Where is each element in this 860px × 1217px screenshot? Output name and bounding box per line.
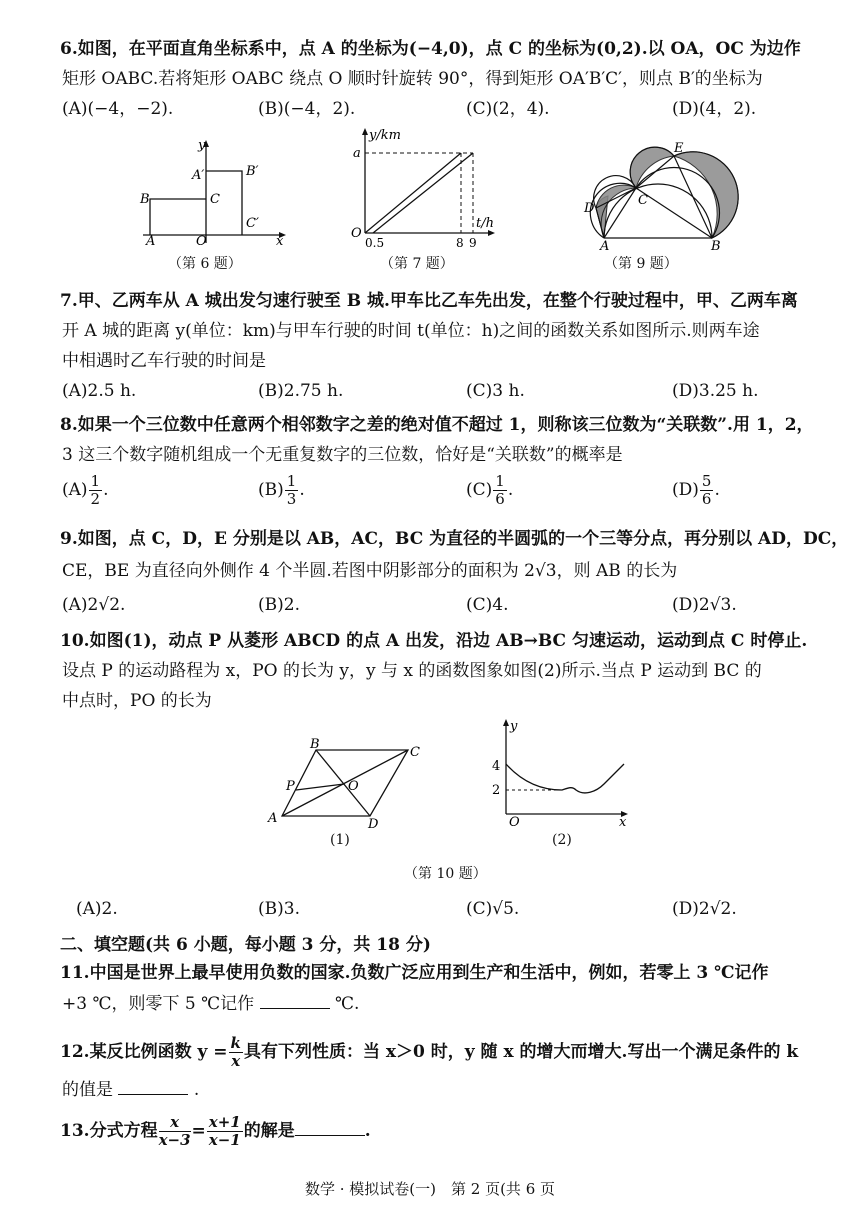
- q10-option-b: (B)3.: [258, 899, 300, 919]
- fig6-label-a: A: [146, 234, 156, 245]
- q10-option-c: (C)√5.: [466, 899, 520, 919]
- fig6-label-a1: A′: [192, 168, 205, 183]
- fig7-label-xaxis: t/h: [476, 216, 494, 231]
- fig10-diagonal-bd: [316, 750, 370, 816]
- q7-line3: 中相遇时乙车行驶的时间是: [62, 351, 266, 371]
- figure-6: [138, 135, 288, 245]
- q9-line1: 9.如图，点 C，D，E 分别是以 AB，AC，BC 为直径的半圆弧的一个三等分点，再分别以 AD，DC，: [60, 529, 849, 549]
- q9-line2: CE，BE 为直径向外侧作 4 个半圆.若图中阴影部分的面积为 2√3，则 AB 的长为: [62, 561, 678, 581]
- fig6-label-c1: C′: [246, 216, 259, 231]
- figure-7: [343, 125, 498, 250]
- q12-answer-blank[interactable]: [118, 1078, 188, 1095]
- fig10-tick-2: 2: [492, 783, 501, 798]
- figure-10-1: [258, 738, 430, 828]
- fig9-caption: （第 9 题）: [604, 256, 678, 272]
- fig10-tick-4: 4: [492, 759, 501, 774]
- fig10-label-c: C: [410, 745, 420, 760]
- q12-line1: 12.某反比例函数 y = $\frac{k}{x}$ 具有下列性质：当 x＞0 时，y 随 x 的增大而增大.写出一个满足条件的 k: [60, 1034, 799, 1070]
- fig10-caption: （第 10 题）: [404, 866, 487, 882]
- fig10-label-x: x: [619, 815, 627, 826]
- q6-option-d: (D)(4，2).: [672, 99, 757, 119]
- fig9-label-d: D: [584, 201, 595, 216]
- fig9-label-e: E: [674, 141, 684, 156]
- q7-line1: 7.甲、乙两车从 A 城出发匀速行驶至 B 城.甲车比乙车先出发，在整个行驶过程中，甲、乙两车离: [60, 291, 798, 311]
- fig10-curve: [506, 764, 624, 793]
- fig10-sub1: (1): [330, 832, 350, 848]
- q10-option-a: (A)2.: [76, 899, 118, 919]
- fig6-label-x: x: [276, 234, 284, 245]
- q8-option-a: (A) $\frac{1}{2}$ .: [62, 472, 109, 508]
- q8-option-c: (C) $\frac{1}{6}$ .: [466, 472, 514, 508]
- q9-option-a: (A)2√2.: [62, 595, 126, 615]
- fig7-caption: （第 7 题）: [380, 256, 454, 272]
- fig10-label-a: A: [268, 811, 278, 826]
- q6-option-c: (C)(2，4).: [466, 99, 550, 119]
- q10-line1: 10.如图(1)，动点 P 从菱形 ABCD 的点 A 出发，沿边 AB→BC 匀速运动，运动到点 C 时停止.: [60, 631, 808, 651]
- q6-option-a: (A)(−4，−2).: [62, 99, 174, 119]
- fig7-tick-8: 8: [456, 236, 464, 250]
- fig6-label-b1: B′: [246, 164, 259, 179]
- q12-line2: 的值是 .: [62, 1080, 200, 1100]
- fig10-label-p: P: [286, 779, 295, 794]
- q6-line2: 矩形 OABC.若将矩形 OABC 绕点 O 顺时针旋转 90°，得到矩形 OA′B′C′，则点 B′的坐标为: [62, 69, 763, 89]
- q7-option-a: (A)2.5 h.: [62, 381, 137, 401]
- q11-answer-blank[interactable]: [260, 992, 330, 1009]
- q13-line1: 13.分式方程 $\frac{x}{x-3}$ = $\frac{x+1}{x-1}$ 的解是 .: [60, 1113, 371, 1149]
- fig10-label-y: y: [510, 719, 518, 734]
- page-footer: 数学 · 模拟试卷(一) 第 2 页(共 6 页: [304, 1180, 556, 1198]
- q9-option-c: (C)4.: [466, 595, 509, 615]
- fig10-label-b: B: [310, 738, 320, 752]
- fig7-tick-05: 0.5: [365, 236, 385, 250]
- fig9-label-a: A: [600, 239, 610, 250]
- fig10-label-o: O: [348, 779, 359, 794]
- q10-line3: 中点时，PO 的长为: [62, 691, 212, 711]
- q7-option-d: (D)3.25 h.: [672, 381, 759, 401]
- q8-line1: 8.如果一个三位数中任意两个相邻数字之差的绝对值不超过 1，则称该三位数为“关联数”.用 1，2，: [60, 415, 814, 435]
- fig6-label-o: O: [196, 234, 207, 245]
- q13-answer-blank[interactable]: [295, 1119, 365, 1136]
- q7-option-b: (B)2.75 h.: [258, 381, 344, 401]
- q8-line2: 3 这三个数字随机组成一个无重复数字的三位数，恰好是“关联数”的概率是: [62, 445, 623, 465]
- fig7-label-yaxis: y/km: [369, 128, 401, 143]
- q11-line2: +3 ℃，则零下 5 ℃记作 ℃.: [62, 994, 360, 1014]
- fig6-label-y: y: [198, 138, 206, 153]
- fig9-label-b: B: [711, 239, 721, 250]
- fig10-label-d: D: [368, 817, 379, 828]
- q6-line1: 6.如图，在平面直角坐标系中，点 A 的坐标为(−4,0)，点 C 的坐标为(0,2).以 OA，OC 为边作: [60, 39, 801, 59]
- fig10-sub2: (2): [552, 832, 572, 848]
- q9-option-b: (B)2.: [258, 595, 300, 615]
- figure-10-2: [484, 716, 634, 826]
- q9-option-d: (D)2√3.: [672, 595, 737, 615]
- fig6-caption: （第 6 题）: [168, 256, 242, 272]
- figure-9: [578, 138, 748, 250]
- fig7-tick-9: 9: [469, 236, 477, 250]
- fig7-label-o: O: [351, 226, 362, 241]
- fig7-line-jia: [365, 153, 461, 233]
- fig6-label-c: C: [210, 192, 220, 207]
- fig7-line-yi: [373, 153, 473, 233]
- fig6-label-b: B: [140, 192, 150, 207]
- q6-option-b: (B)(−4，2).: [258, 99, 356, 119]
- q7-option-c: (C)3 h.: [466, 381, 525, 401]
- fig9-label-c: C: [638, 193, 648, 208]
- fig10-label-o2: O: [509, 815, 520, 826]
- fig7-label-a: a: [353, 146, 361, 161]
- q7-line2: 开 A 城的距离 y(单位：km)与甲车行驶的时间 t(单位：h)之间的函数关系如图所示.则两车途: [62, 321, 760, 341]
- q8-option-b: (B) $\frac{1}{3}$ .: [258, 472, 305, 508]
- q8-option-d: (D) $\frac{5}{6}$ .: [672, 472, 720, 508]
- q10-line2: 设点 P 的运动路程为 x，PO 的长为 y，y 与 x 的函数图象如图(2)所示.当点 P 运动到 BC 的: [62, 661, 762, 681]
- section-fill-in-title: 二、填空题(共 6 小题，每小题 3 分，共 18 分): [60, 935, 431, 955]
- q10-option-d: (D)2√2.: [672, 899, 737, 919]
- fig6-rect-oabc: [150, 199, 206, 235]
- q11-line1: 11.中国是世界上最早使用负数的国家.负数广泛应用到生产和生活中，例如，若零上 3 ℃记作: [60, 963, 769, 983]
